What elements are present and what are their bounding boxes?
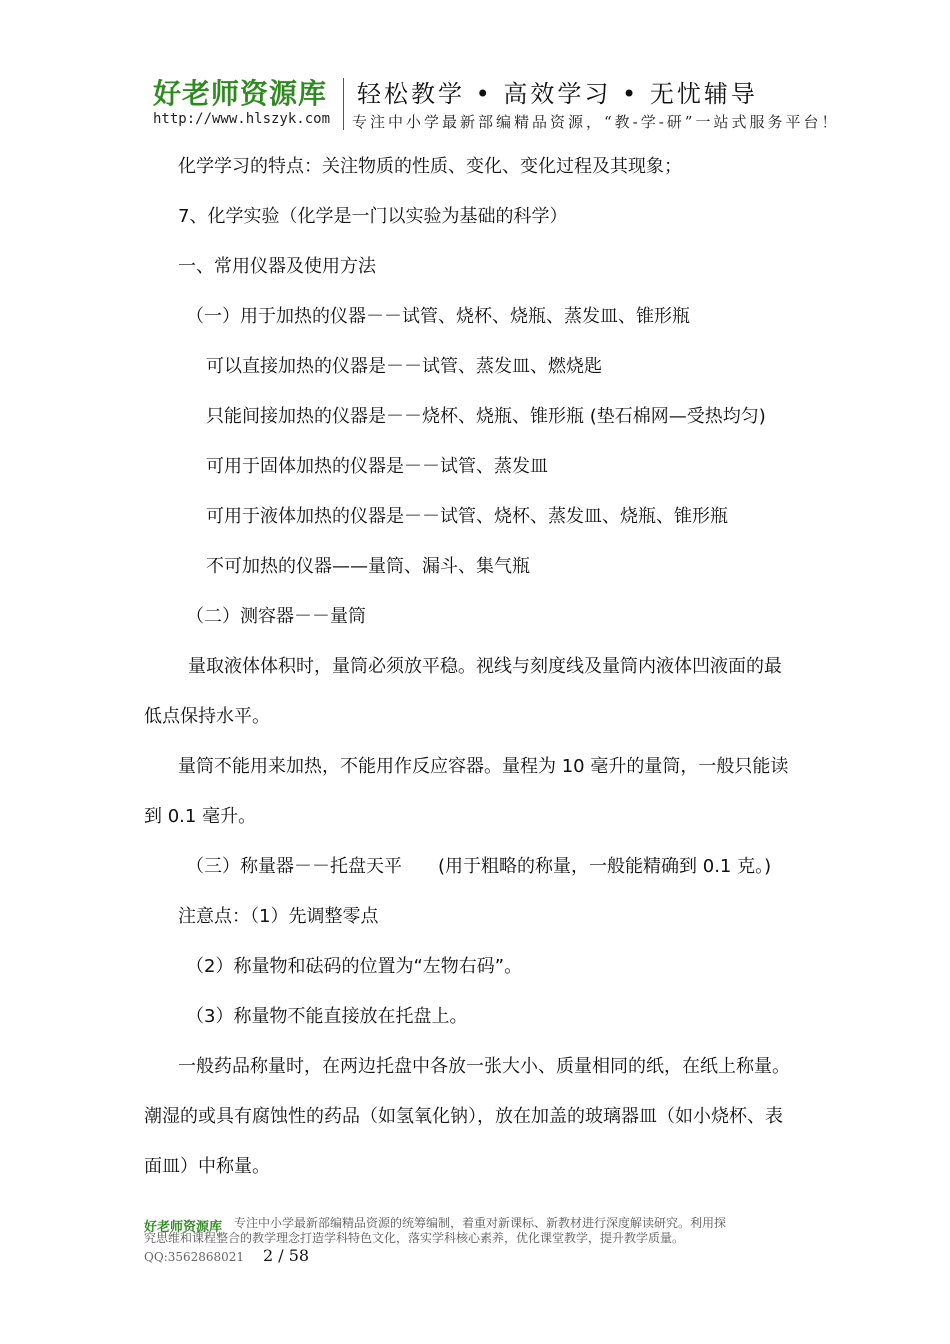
subsection-heading: （二）测容器－－量筒 [186, 606, 366, 627]
footer-brand: 好老师资源库 [144, 1220, 223, 1235]
text-line: （3）称量物不能直接放在托盘上。 [186, 1006, 468, 1027]
text-line: 可用于固体加热的仪器是－－试管、蒸发皿 [206, 456, 548, 477]
text-line: 注意点：（1）先调整零点 [178, 906, 379, 927]
text-line: 潮湿的或具有腐蚀性的药品（如氢氧化钠），放在加盖的玻璃器皿（如小烧杯、表 [144, 1106, 783, 1127]
brand-logo-text: 好老师资源库 [153, 77, 328, 110]
header-divider [343, 78, 344, 130]
header-url[interactable]: http://www.hlszyk.com [153, 111, 331, 127]
text-line: 可用于液体加热的仪器是－－试管、烧杯、蒸发皿、烧瓶、锥形瓶 [206, 506, 728, 527]
text-line: 面皿）中称量。 [144, 1156, 270, 1177]
page-number: 2 / 58 [263, 1246, 310, 1265]
section-heading: 一、常用仪器及使用方法 [178, 256, 376, 277]
text-line: 到 0.1 毫升。 [144, 806, 257, 827]
header-tagline: 专注中小学最新部编精品资源，“教-学-研”一站式服务平台！ [352, 113, 840, 131]
text-line: 不可加热的仪器——量筒、漏斗、集气瓶 [206, 556, 530, 577]
text-line: 量筒不能用来加热，不能用作反应容器。量程为 10 毫升的量筒，一般只能读 [178, 756, 789, 777]
text-line: 量取液体体积时，量筒必须放平稳。视线与刻度线及量筒内液体凹液面的最 [188, 656, 782, 677]
subsection-heading: （一）用于加热的仪器－－试管、烧杯、烧瓶、蒸发皿、锥形瓶 [186, 306, 690, 327]
subsection-heading: （三）称量器－－托盘天平 (用于粗略的称量，一般能精确到 0.1 克。) [186, 856, 772, 877]
section-heading: 7、化学实验（化学是一门以实验为基础的科学） [178, 206, 568, 227]
text-line: 低点保持水平。 [144, 706, 270, 727]
text-line: 化学学习的特点：关注物质的性质、变化、变化过程及其现象； [178, 156, 682, 177]
text-line: 可以直接加热的仪器是－－试管、蒸发皿、燃烧匙 [206, 356, 602, 377]
footer-text-line-1: 专注中小学最新部编精品资源的统筹编制，着重对新课标、新教材进行深度解读研究。利用探 [234, 1216, 727, 1230]
text-line: （2）称量物和砝码的位置为“左物右码”。 [186, 956, 523, 977]
text-line: 只能间接加热的仪器是－－烧杯、烧瓶、锥形瓶 (垫石棉网—受热均匀) [206, 406, 766, 427]
footer-qq: QQ:3562868021 [144, 1250, 245, 1264]
text-line: 一般药品称量时，在两边托盘中各放一张大小、质量相同的纸，在纸上称量。 [178, 1056, 790, 1077]
page-header [0, 0, 950, 140]
footer-description [144, 1216, 814, 1246]
header-slogan: 轻松教学 • 高效学习 • 无忧辅导 [357, 80, 758, 108]
footer-text-line-2: 究思维和课程整合的教学理念打造学科特色文化，落实学科核心素养，优化课堂教学，提升教学质量。 [144, 1231, 685, 1245]
